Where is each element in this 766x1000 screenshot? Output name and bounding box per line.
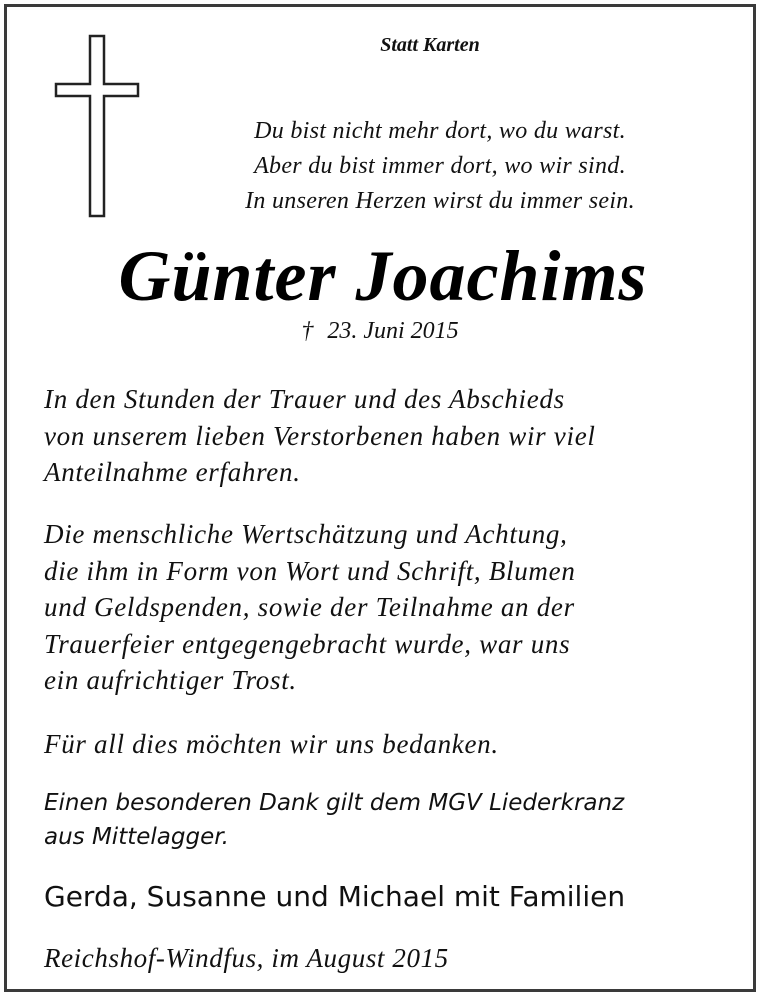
signers: Gerda, Susanne und Michael mit Familien bbox=[44, 880, 626, 913]
poem-line: Aber du bist immer dort, wo wir sind. bbox=[254, 153, 626, 179]
text-line: ein aufrichtiger Trost. bbox=[44, 665, 297, 695]
death-date: 23. Juni 2015 bbox=[327, 318, 459, 344]
text-line: In den Stunden der Trauer und des Abschieds bbox=[44, 384, 565, 414]
text-line: von unserem lieben Verstorbenen haben wir viel bbox=[44, 420, 596, 451]
text-line: Einen besonderen Dank gilt dem MGV Liederkranz bbox=[44, 790, 625, 816]
text-line: und Geldspenden, sowie der Teilnahme an der bbox=[44, 592, 575, 622]
poem bbox=[190, 114, 690, 219]
message-paragraph-4 bbox=[44, 786, 744, 854]
deceased-name: Günter Joachims bbox=[118, 236, 648, 316]
text-line: Die menschliche Wertschätzung und Achtung, bbox=[44, 519, 568, 549]
text-line: aus Mittelagger. bbox=[44, 824, 229, 850]
cross-icon bbox=[52, 34, 142, 218]
text-line: Für all dies möchten wir uns bedanken. bbox=[44, 729, 499, 759]
dagger-symbol: † bbox=[301, 318, 314, 344]
statt-karten-heading: Statt Karten bbox=[380, 34, 480, 56]
place-date: Reichshof-Windfus, im August 2015 bbox=[44, 943, 449, 973]
text-line: die ihm in Form von Wort und Schrift, Blumen bbox=[44, 555, 576, 586]
text-line: Trauerfeier entgegengebracht wurde, war uns bbox=[44, 628, 571, 659]
message-paragraph-1 bbox=[44, 381, 744, 491]
death-date-line bbox=[260, 314, 500, 348]
message-paragraph-3 bbox=[44, 726, 744, 763]
poem-line: Du bist nicht mehr dort, wo du warst. bbox=[254, 118, 626, 144]
message-paragraph-2 bbox=[44, 516, 744, 699]
text-line: Anteilnahme erfahren. bbox=[44, 457, 301, 487]
poem-line: In unseren Herzen wirst du immer sein. bbox=[245, 188, 635, 214]
